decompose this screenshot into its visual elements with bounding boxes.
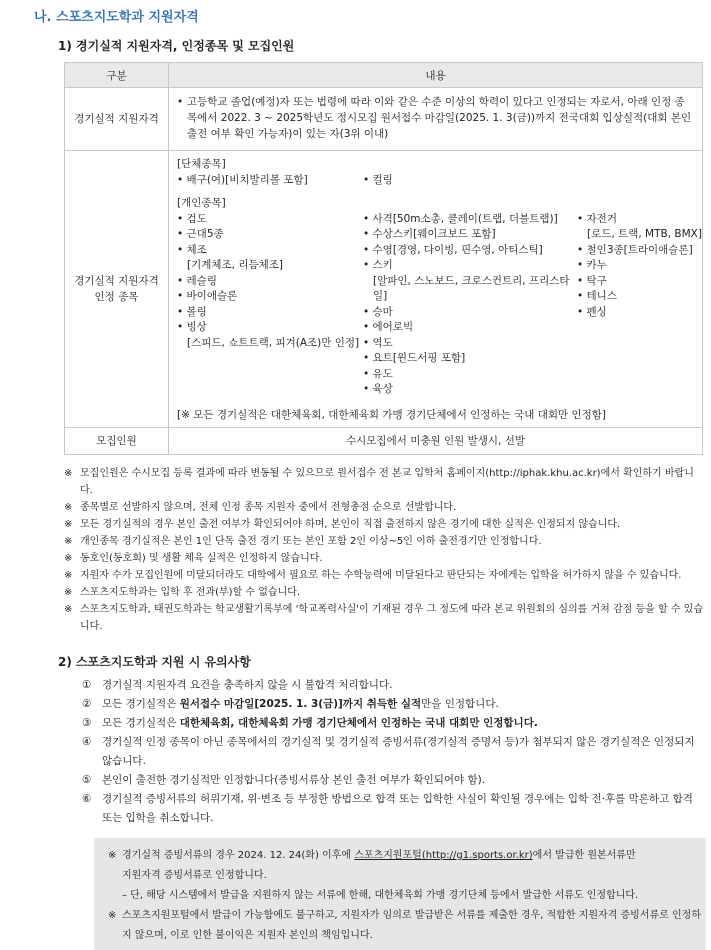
caution-number: ③ <box>82 717 92 729</box>
row-label-sports-line2: 인정 종목 <box>94 291 139 303</box>
caution-item <box>82 676 702 695</box>
note-mark: ※ <box>64 502 73 513</box>
caution-text: 모든 경기실적은 대한체육회, 대한체육회 가맹 경기단체에서 인정하는 국내 대회만 인정합니다. <box>102 717 538 729</box>
box-mark: ※ <box>108 910 117 921</box>
note-text: 스포츠지도학과는 입학 후 전과(부)할 수 없습니다. <box>80 587 301 598</box>
box-text: 스포츠지원포털에서 발급이 가능함에도 불구하고, 지원자가 임의로 발급받은 서류를 제출한 경우, 적합한 지원자격 증빙서류로 인정하지 않으며, 이로 인한 불이익은 지원자 본인의 책임입니다. <box>122 910 701 941</box>
list-item: • 탁구 <box>577 274 607 287</box>
evidence-notice-box <box>94 838 706 950</box>
list-item: • 컬링 <box>363 173 393 186</box>
recruitment-text: 수시모집에서 미충원 인원 발생시, 선발 <box>169 428 703 455</box>
individual-sports-heading: [개인종목] <box>177 197 226 209</box>
caution-item <box>82 790 702 828</box>
note-mark: ※ <box>64 587 73 598</box>
box-text: – 단, 해당 시스템에서 발급을 지원하지 않는 서류에 한해, 대한체육회 가맹 경기단체 등에서 발급한 서류도 인정합니다. <box>122 890 639 901</box>
list-item-detail: [기계체조, 리듬체조] <box>187 259 284 271</box>
list-item-detail: [스피드, 쇼트트랙, 피겨(A조)만 인정] <box>187 336 360 349</box>
row-label-qualification: 경기실적 지원자격 <box>65 88 169 151</box>
table-header-row <box>65 63 703 88</box>
note-text: 동호인(동호회) 및 생활 체육 실적은 인정하지 않습니다. <box>80 553 323 564</box>
note-item <box>64 533 704 550</box>
list-item: • 수영[경영, 다이빙, 핀수영, 아티스틱] <box>363 243 543 256</box>
qualification-text: 고등학교 졸업(예정)자 또는 법령에 따라 이와 같은 수준 이상의 학력이 있다고 인정되는 자로서, 아래 인정 종목에서 2022. 3 ~ 2025학년도 정시모집 원서접수 마감일(2025. 1. 3(금))까지 전국대회 입상실적(대회 본인 출전 여부 확인 가능자)이 있는 자(3위 이내) <box>187 96 692 140</box>
list-item: • 승마 <box>363 305 393 318</box>
caution-number: ④ <box>82 736 92 748</box>
note-item <box>64 567 704 584</box>
header-category: 구분 <box>65 63 169 88</box>
list-item: • 카누 <box>577 259 607 271</box>
row-label-sports-line1: 경기실적 지원자격 <box>74 275 159 287</box>
ind-col-3 <box>577 212 702 398</box>
note-item <box>64 601 704 635</box>
table-row-recruitment <box>65 428 703 455</box>
team-col-2 <box>363 173 393 189</box>
list-item: • 사격[50m소총, 클레이(트랩, 더블트랩)] <box>363 212 558 225</box>
list-item: • 빙상 <box>177 321 207 333</box>
list-item: • 검도 <box>177 212 207 225</box>
caution-number: ① <box>82 679 92 691</box>
list-item-detail: [알파인, 스노보드, 크로스컨트리, 프리스타일] <box>373 274 570 302</box>
caution-number: ② <box>82 698 92 710</box>
subsection-2-title: 2) 스포츠지도학과 지원 시 유의사항 <box>58 655 251 669</box>
note-mark: ※ <box>64 570 73 581</box>
caution-text: 본인이 출전한 경기실적만 인정합니다(증빙서류상 본인 출전 여부가 확인되어야 함). <box>102 774 486 786</box>
qualification-table <box>64 62 703 455</box>
box-mark: ※ <box>108 850 117 861</box>
note-mark: ※ <box>64 536 73 547</box>
list-item: • 요트[윈드서핑 포함] <box>363 352 466 364</box>
box-line <box>108 906 706 946</box>
note-item <box>64 584 704 601</box>
team-sports-list <box>177 173 694 189</box>
list-item: • 수상스키[웨이크보드 포함] <box>363 228 496 240</box>
list-item: • 펜싱 <box>577 305 607 318</box>
row-content-sports <box>169 151 703 428</box>
list-item: • 에어로빅 <box>363 321 414 333</box>
list-item: • 역도 <box>363 336 393 349</box>
list-item: • 바이애슬론 <box>177 290 238 302</box>
team-sports-heading: [단체종목] <box>177 158 226 170</box>
caution-text: 경기실적 인정 종목이 아닌 종목에서의 경기실적 및 경기실적 증빙서류(경기실적 증명서 등)가 첨부되지 않은 경기실적은 인정되지 않습니다. <box>102 736 695 767</box>
ind-col-1 <box>177 212 363 398</box>
sports-footnote: [※ 모든 경기실적은 대한체육회, 대한체육회 가맹 경기단체에서 인정하는 국내 대회만 인정함] <box>177 408 606 421</box>
header-content: 내용 <box>169 63 703 88</box>
team-col-1 <box>177 173 363 189</box>
section-title: 나. 스포츠지도학과 지원자격 <box>34 10 199 25</box>
list-item: • 육상 <box>363 383 393 395</box>
ind-col-2 <box>363 212 577 398</box>
caution-item <box>82 695 702 714</box>
note-text: 모든 경기실적의 경우 본인 출전 여부가 확인되어야 하며, 본인이 직접 출전하지 않은 경기에 대한 실적은 인정되지 않습니다. <box>80 519 621 530</box>
list-item-detail: [로드, 트랙, MTB, BMX] <box>587 228 702 240</box>
list-item: • 볼링 <box>177 305 207 318</box>
note-text: 종목별로 선발하지 않으며, 전체 인정 종목 지원자 중에서 전형총점 순으로 선발합니다. <box>80 502 457 513</box>
note-item <box>64 499 704 516</box>
caution-number: ⑤ <box>82 774 92 786</box>
caution-item <box>82 771 702 790</box>
row-content-qualification <box>169 88 703 151</box>
individual-sports-list <box>177 212 702 398</box>
table-row-sports <box>65 151 703 428</box>
box-text: 경기실적 증빙서류의 경우 2024. 12. 24(화) 이후에 스포츠지원포털(http://g1.sports.or.kr)에서 발급한 원본서류만 지원자격 증빙서류로 인정합니다. <box>122 850 636 881</box>
note-text: 지원자 수가 모집인원에 미달되더라도 대학에서 필요로 하는 수학능력에 미달된다고 판단되는 자에게는 입학을 허가하지 않을 수 있습니다. <box>80 570 682 581</box>
list-item: • 레슬링 <box>177 274 217 287</box>
note-mark: ※ <box>64 519 73 530</box>
notes-list <box>64 465 704 635</box>
caution-text: 모든 경기실적은 원서접수 마감일[2025. 1. 3(금)]까지 취득한 실적만을 인정합니다. <box>102 698 499 710</box>
table-row-qualification <box>65 88 703 151</box>
list-item: • 근대5종 <box>177 228 224 240</box>
caution-text: 경기실적 증빙서류의 허위기재, 위·변조 등 부정한 방법으로 합격 또는 입학한 사실이 확인될 경우에는 입학 전·후를 막론하고 합격 또는 입학을 취소합니다. <box>102 793 693 824</box>
note-item <box>64 465 704 499</box>
list-item: • 체조 <box>177 243 207 256</box>
note-text: 모집인원은 수시모집 등록 결과에 따라 변동될 수 있으므로 원서접수 전 본교 입학처 홈페이지(http://iphak.khu.ac.kr)에서 확인하기 바랍니다. <box>80 468 694 496</box>
note-text: 스포츠지도학과, 태권도학과는 학교생활기록부에 '학교폭력사실'이 기재된 경우 그 정도에 따라 본교 위원회의 심의를 거쳐 감점 등을 할 수 있습니다. <box>80 604 703 632</box>
list-item: • 테니스 <box>577 290 617 302</box>
caution-number: ⑥ <box>82 793 92 805</box>
note-mark: ※ <box>64 468 73 479</box>
box-line <box>108 846 706 886</box>
note-item <box>64 550 704 567</box>
note-mark: ※ <box>64 553 73 564</box>
sports-portal-link[interactable]: 스포츠지원포털(http://g1.sports.or.kr) <box>354 850 533 861</box>
row-label-recruitment: 모집인원 <box>65 428 169 455</box>
caution-text: 경기실적 지원자격 요건을 충족하지 않을 시 불합격 처리합니다. <box>102 679 393 691</box>
bullet: • <box>177 96 184 108</box>
list-item: • 스키 <box>363 259 393 271</box>
row-label-sports <box>65 151 169 428</box>
note-text: 개인종목 경기실적은 본인 1인 단독 출전 경기 또는 본인 포함 2인 이상~5인 이하 출전경기만 인정합니다. <box>80 536 542 547</box>
subsection-1-title: 1) 경기실적 지원자격, 인정종목 및 모집인원 <box>58 39 295 53</box>
list-item: • 유도 <box>363 367 393 380</box>
list-item: • 철인3종[트라이애슬론] <box>577 243 693 256</box>
note-mark: ※ <box>64 604 73 615</box>
list-item: • 배구(여)[비치발리볼 포함] <box>177 173 308 186</box>
list-item: • 자전거 <box>577 212 617 225</box>
caution-item <box>82 733 702 771</box>
caution-item <box>82 714 702 733</box>
box-line <box>108 886 706 906</box>
cautions-list <box>82 676 702 828</box>
note-item <box>64 516 704 533</box>
